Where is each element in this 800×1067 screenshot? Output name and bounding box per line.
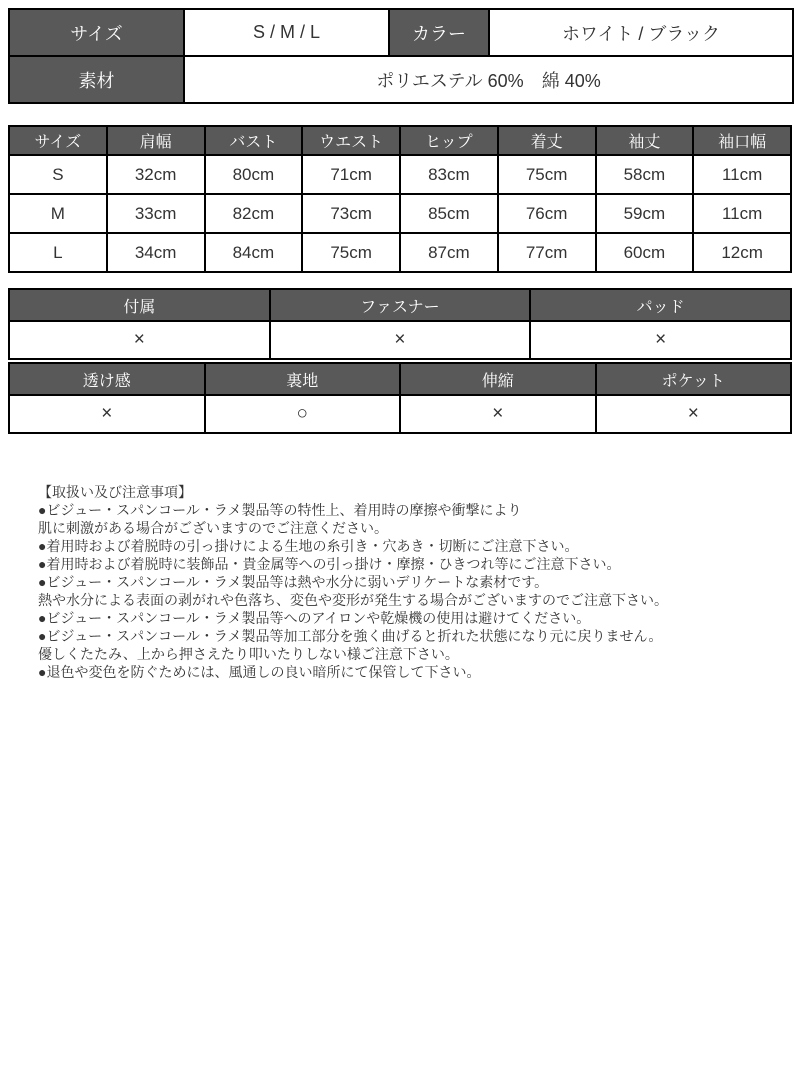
measurement-header-cell: バスト	[205, 126, 303, 155]
size-label-cell: サイズ	[9, 9, 184, 56]
measurements-row-l	[9, 233, 791, 272]
measurement-cell: M	[9, 194, 107, 233]
note-line: ●着用時および着脱時に装飾品・貴金属等への引っ掛け・摩擦・ひきつれ等にご注意下さい。	[38, 556, 621, 572]
measurement-cell: 58cm	[596, 155, 694, 194]
measurement-header-cell: サイズ	[9, 126, 107, 155]
measurement-cell: L	[9, 233, 107, 272]
notes-title: 【取扱い及び注意事項】	[38, 484, 192, 500]
feature-value-cell: ×	[9, 321, 270, 359]
feature-value-cell: ×	[400, 395, 596, 433]
material-row	[9, 56, 793, 103]
features-b-value-row	[9, 395, 791, 433]
feature-header-cell: 透け感	[9, 363, 205, 395]
measurement-cell: 87cm	[400, 233, 498, 272]
feature-value-cell: ×	[530, 321, 791, 359]
measurement-cell: 84cm	[205, 233, 303, 272]
color-label-cell: カラー	[389, 9, 489, 56]
measurement-cell: 32cm	[107, 155, 205, 194]
measurement-cell: 12cm	[693, 233, 791, 272]
feature-value-cell: ×	[596, 395, 792, 433]
material-label-cell: 素材	[9, 56, 184, 103]
note-line: ●ビジュー・スパンコール・ラメ製品等は熱や水分に弱いデリケートな素材です。	[38, 574, 549, 590]
feature-header-cell: ファスナー	[270, 289, 531, 321]
measurement-cell: 85cm	[400, 194, 498, 233]
feature-header-cell: 付属	[9, 289, 270, 321]
color-value-cell: ホワイト / ブラック	[489, 9, 793, 56]
size-color-row	[9, 9, 793, 56]
measurements-row-m	[9, 194, 791, 233]
measurement-cell: 76cm	[498, 194, 596, 233]
features-table-b	[8, 362, 792, 434]
features-table-a	[8, 288, 792, 360]
note-line: 肌に刺激がある場合がございますのでご注意ください。	[38, 520, 388, 536]
measurement-cell: 11cm	[693, 155, 791, 194]
measurements-header-row	[9, 126, 791, 155]
measurement-header-cell: ヒップ	[400, 126, 498, 155]
note-line: ●ビジュー・スパンコール・ラメ製品等加工部分を強く曲げると折れた状態になり元に戻りません。	[38, 628, 663, 644]
measurement-cell: 82cm	[205, 194, 303, 233]
size-value-cell: S / M / L	[184, 9, 389, 56]
feature-value-cell: ×	[9, 395, 205, 433]
note-line: ●ビジュー・スパンコール・ラメ製品等へのアイロンや乾燥機の使用は避けてください。	[38, 610, 591, 626]
measurement-cell: 75cm	[498, 155, 596, 194]
measurement-header-cell: 袖丈	[596, 126, 694, 155]
measurement-cell: 11cm	[693, 194, 791, 233]
measurement-cell: 59cm	[596, 194, 694, 233]
note-line: 優しくたたみ、上から押さえたり叩いたりしない様ご注意下さい。	[38, 646, 459, 662]
measurement-cell: 73cm	[302, 194, 400, 233]
measurement-header-cell: ウエスト	[302, 126, 400, 155]
feature-header-cell: パッド	[530, 289, 791, 321]
feature-value-cell: ×	[270, 321, 531, 359]
features-a-value-row	[9, 321, 791, 359]
feature-value-cell: ○	[205, 395, 401, 433]
material-value-cell: ポリエステル 60% 綿 40%	[184, 56, 793, 103]
measurement-cell: 75cm	[302, 233, 400, 272]
handling-notes	[38, 483, 792, 681]
size-color-material-table	[8, 8, 794, 104]
measurement-cell: 33cm	[107, 194, 205, 233]
features-b-header-row	[9, 363, 791, 395]
note-line: ●退色や変色を防ぐためには、風通しの良い暗所にて保管して下さい。	[38, 664, 481, 680]
measurement-cell: S	[9, 155, 107, 194]
measurement-header-cell: 袖口幅	[693, 126, 791, 155]
measurements-table	[8, 125, 792, 273]
measurement-header-cell: 肩幅	[107, 126, 205, 155]
note-line: ●着用時および着脱時の引っ掛けによる生地の糸引き・穴あき・切断にご注意下さい。	[38, 538, 579, 554]
features-a-header-row	[9, 289, 791, 321]
measurement-cell: 77cm	[498, 233, 596, 272]
measurement-cell: 80cm	[205, 155, 303, 194]
feature-header-cell: 裏地	[205, 363, 401, 395]
measurement-cell: 60cm	[596, 233, 694, 272]
measurement-cell: 71cm	[302, 155, 400, 194]
note-line: 熱や水分による表面の剥がれや色落ち、変色や変形が発生する場合がございますのでご注意下さい。	[38, 592, 668, 608]
measurement-cell: 34cm	[107, 233, 205, 272]
measurement-header-cell: 着丈	[498, 126, 596, 155]
feature-header-cell: ポケット	[596, 363, 792, 395]
measurements-row-s	[9, 155, 791, 194]
note-line: ●ビジュー・スパンコール・ラメ製品等の特性上、着用時の摩擦や衝撃により	[38, 502, 522, 518]
feature-header-cell: 伸縮	[400, 363, 596, 395]
measurement-cell: 83cm	[400, 155, 498, 194]
